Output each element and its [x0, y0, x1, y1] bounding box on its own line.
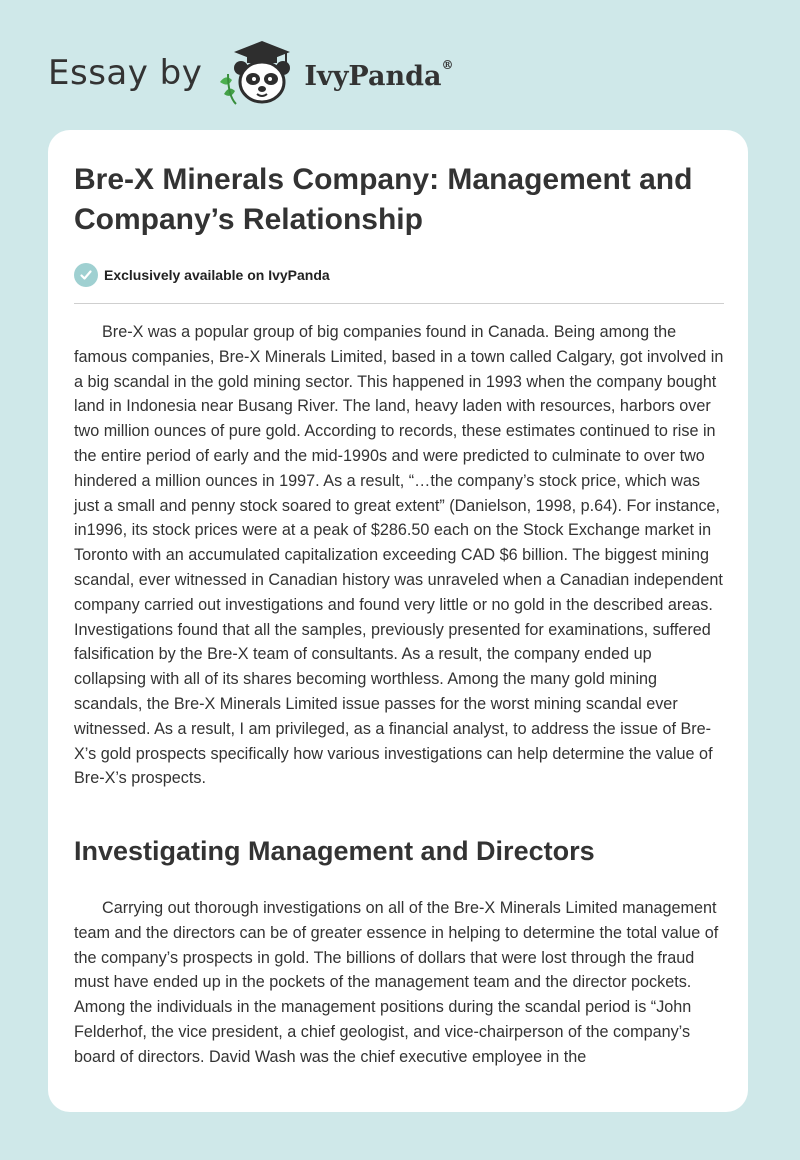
brand-name[interactable]: IvyPanda® [304, 57, 454, 92]
section-heading: Investigating Management and Directors [74, 836, 595, 866]
divider [74, 303, 724, 304]
article-card [48, 130, 748, 1112]
exclusive-badge-label: Exclusively available on IvyPanda [104, 267, 330, 283]
check-icon [74, 263, 98, 287]
paragraph: Bre-X was a popular group of big companies found in Canada. Being among the famous companies, Bre-X Minerals Limited, based in a town called Calgary, got involved in a big scandal in the gold mining sector. This happened in 1993 when the company bought land in Indonesia near Busang River. The land, heavy laden with resources, harbors over two million ounces of pure gold. According to records, these estimates continued to rise in the entire period of early and the mid-1990s and were predicted to culminate to over two hindered a million ounces in 1997. As a result, “…the company’s stock price, which was just a small and penny stock soared to great extent” (Danielson, 1998, p.64). For instance, in1996, its stock prices were at a peak of $286.50 each on the Stock Exchange market in Toronto with an accumulated capitalization exceeding CAD $6 billion. The biggest mining scandal, ever witnessed in Canadian history was unraveled when a Canadian independent company carried out investigations and found very little or no gold in the described areas. Investigations found that all the samples, previously presented for examinations, suffered falsification by the Bre-X team of consultants. As a result, the company ended up collapsing with all of its shares becoming worthless. Among the many gold mining scandals, the Bre-X Minerals Limited issue passes for the worst mining scandal ever witnessed. As a result, I am privileged, as a financial analyst, to address the issue of Bre-X’s gold prospects specifically how various investigations can help determine the value of Bre-X’s prospects. [74, 323, 724, 788]
article-title: Bre-X Minerals Company: Management and Company’s Relationship [74, 163, 693, 236]
site-header [48, 38, 453, 108]
exclusive-badge [74, 263, 330, 287]
paragraph: Carrying out thorough investigations on all of the Bre-X Minerals Limited management team and the directors can be of greater essence in helping to determine the total value of the company’s prospects in gold. The billions of dollars that were lost through the fraud must have ended up in the pockets of the management team and the director pockets. Among the individuals in the management positions during the scandal period is “John Felderhof, the vice president, a chief geologist, and vice-chairperson of the company’s board of directors. David Wash was the chief executive employee in the [74, 899, 719, 1066]
essay-by-label: Essay by [48, 53, 203, 93]
ivypanda-logo-icon[interactable] [214, 38, 300, 108]
